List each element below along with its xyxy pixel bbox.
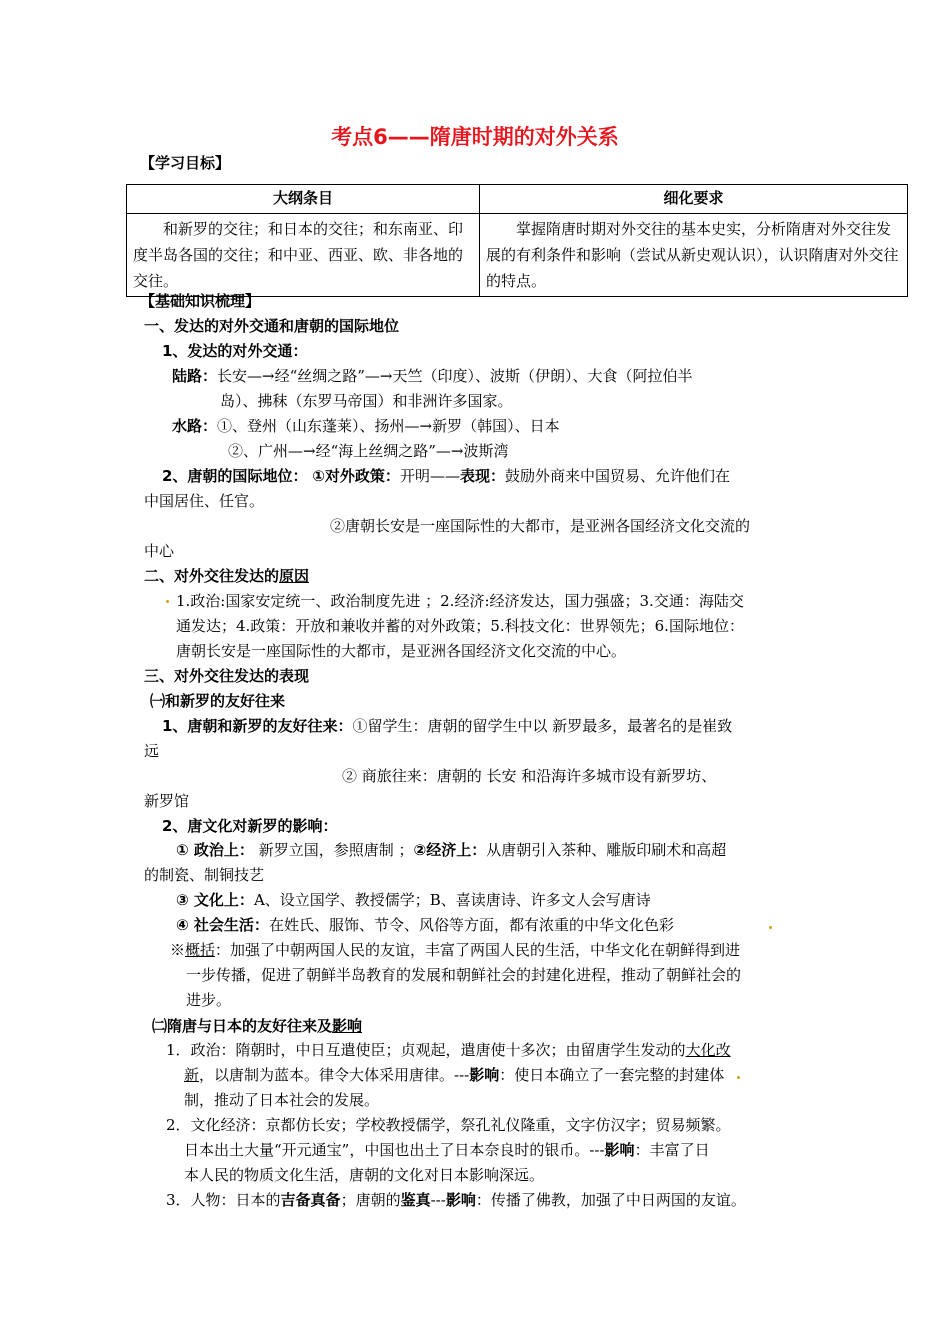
land-route-line [172,366,693,386]
marker-dot [737,1076,740,1079]
people-text-c: ；唐朝的 [340,1191,401,1209]
japan-culture-text3: ：丰富了日 [634,1141,710,1159]
japan-politics-line2 [184,1065,724,1085]
policy-line2: 中国居住、任官。 [144,492,265,510]
intl-status-line [162,466,730,486]
influence-label: 影响 [445,1191,476,1209]
water-route-line2: ②、广州—→经“海上丝绸之路”—→波斯湾 [228,442,509,460]
section1-sub2: 2、唐朝的国际地位： [162,467,308,485]
silla-trade-line2: 新罗馆 [144,792,190,810]
page-title: 考点6——隋唐时期的对外关系 [331,125,619,149]
goals-col2-header: 细化要求 [480,185,908,214]
taika-reform-b: 新 [184,1066,200,1084]
basics-heading: 【基础知识梳理】 [140,292,261,310]
japan-subheading [152,1016,362,1036]
society-text: 在姓氏、服饰、节令、风俗等方面，都有浓重的中华文化色彩 [268,916,674,934]
reasons-line2: 通发达；4.政策：开放和兼收并蓄的对外政策；5.科技文化：世界领先；6.国际地位： [176,617,744,635]
culture-label: ③ 文化上： [176,891,254,909]
silla-trade-line: ② 商旅往来：唐朝的 长安 和沿海许多城市设有新罗坊、 [342,767,717,785]
summary-line2: 一步传播，促进了朝鲜半岛教育的发展和朝鲜社会的封建化进程，推动了朝鲜社会的 [186,966,742,984]
policy-text-a: 开明—— [399,467,460,485]
reasons-line1: 1.政治:国家安定统一、政治制度先进 ；2.经济:经济发达，国力强盛；3.交通：海陆交 [176,592,744,610]
silla-politics-line [176,840,726,860]
section3-heading: 三、对外交往发达的表现 [144,667,310,685]
policy-label: ①对外政策： [312,467,400,485]
silla-exchange-label: 1、唐朝和新罗的友好往来： [162,717,353,735]
kibi-makibi: 吉备真备 [280,1191,341,1209]
influence-label: 影响 [469,1066,500,1084]
summary-mark: ※ [170,941,186,959]
silla-exchange-text: ①留学生：唐朝的留学生中以 新罗最多，最著名的是崔致 [352,717,733,735]
people-text-g: ：传播了佛教，加强了中日两国的友谊。 [475,1191,746,1209]
japan-culture-line3: 本人民的物质文化生活，唐朝的文化对日本影响深远。 [184,1166,545,1184]
water-route-text: ①、登州（山东蓬莱）、扬州—→新罗（韩国）、日本 [217,417,560,435]
economy-line2: 的制瓷、制铜技艺 [144,866,265,884]
section2-heading-underlined: 原因 [279,567,310,585]
water-route-line [172,416,560,436]
section1-sub1: 1、发达的对外交通： [162,342,308,360]
land-route-line2: 岛）、拂秣（东罗马帝国）和非洲许多国家。 [220,392,513,410]
people-text-a: 3．人物：日本的 [166,1191,281,1209]
japan-culture-line2 [184,1140,710,1160]
water-route-label: 水路： [172,417,218,435]
japan-culture-line: 2．文化经济：京都仿长安；学校教授儒学，祭孔礼仪隆重，文字仿汉字；贸易频繁。 [166,1116,731,1134]
land-route-text: 长安—→经“丝绸之路”—→天竺（印度）、波斯（伊朗）、大食（阿拉伯半 [217,367,693,385]
policy-text-b: 表现： [459,467,505,485]
silla-exchange-line2: 远 [144,742,160,760]
policy-text-c: 鼓励外商来中国贸易、允许他们在 [504,467,730,485]
silla-subheading: ㈠和新罗的友好往来 [150,692,286,710]
silla-influence-label: 2、唐文化对新罗的影响： [162,817,338,835]
japan-politics-line [166,1040,731,1060]
japan-politics-line3: 制，推动了日本社会的发展。 [184,1091,380,1109]
status-text: 唐朝长安是一座国际性的大都市，是亚洲各国经济文化交流的 [345,517,751,535]
goals-col1-header: 大纲条目 [127,185,480,214]
japan-subheading-underlined: 影响 [332,1017,363,1035]
marker-dot [769,926,772,929]
silla-exchange-line [162,716,732,736]
section1-heading: 一、发达的对外交通和唐朝的国际地位 [144,317,400,335]
society-label: ④ 社会生活： [176,916,269,934]
status-line [330,516,750,536]
politics-text: 新罗立国，参照唐制 ； [258,841,414,859]
japan-subheading-text: ㈡隋唐与日本的友好往来及 [152,1017,333,1035]
section2-heading [144,566,309,586]
culture-text: A、设立国学、教授儒学；B、喜读唐诗、许多文人会写唐诗 [253,891,651,909]
summary-line [170,940,740,960]
goals-col2-cell: 掌握隋唐时期对外交往的基本史实，分析隋唐对外交往发展的有利条件和影响（尝试从新史观认识），认识隋唐对外交往的特点。 [480,214,908,297]
summary-text: ：加强了中朝两国人民的友谊，丰富了两国人民的生活，中华文化在朝鲜得到进 [215,941,741,959]
taika-reform-a: 大化改 [685,1041,731,1059]
land-route-label: 陆路： [172,367,218,385]
summary-line3: 进步。 [186,991,232,1009]
japan-politics-text3: ：使日本确立了一套完整的封建体 [499,1066,725,1084]
goals-col1-cell: 和新罗的交往；和日本的交往；和东南亚、印度半岛各国的交往；和中亚、西亚、欧、非各地的交往。 [127,214,480,297]
reasons-line3: 唐朝长安是一座国际性的大都市，是亚洲各国经济文化交流的中心。 [176,642,627,660]
status-mark: ② [330,517,346,535]
silla-society-line [176,915,674,935]
summary-label: 概括 [185,941,216,959]
status-line2: 中心 [144,542,175,560]
japan-people-line [166,1190,746,1210]
goals-heading: 【学习目标】 [140,154,231,172]
silla-culture-line [176,890,651,910]
japan-politics-text2: ，以唐制为蓝本。律令大体采用唐律。--- [199,1066,470,1084]
jianzhen: 鉴真 [400,1191,431,1209]
politics-label: ① 政治上： [176,841,254,859]
economy-text: 从唐朝引入茶种、雕版印刷术和高超 [486,841,727,859]
japan-culture-text2: 日本出土大量“开元通宝”，中国也出土了日本奈良时的银币。--- [184,1141,605,1159]
goals-table [126,184,908,297]
economy-label: ②经济上： [413,841,487,859]
japan-politics-text: 1．政治：隋朝时，中日互遣使臣；贞观起，遣唐使十多次；由留唐学生发动的 [166,1041,686,1059]
people-dashes: --- [430,1191,446,1209]
influence-label: 影响 [604,1141,635,1159]
section2-heading-text: 二、对外交往发达的 [144,567,280,585]
marker-dot [166,600,169,603]
